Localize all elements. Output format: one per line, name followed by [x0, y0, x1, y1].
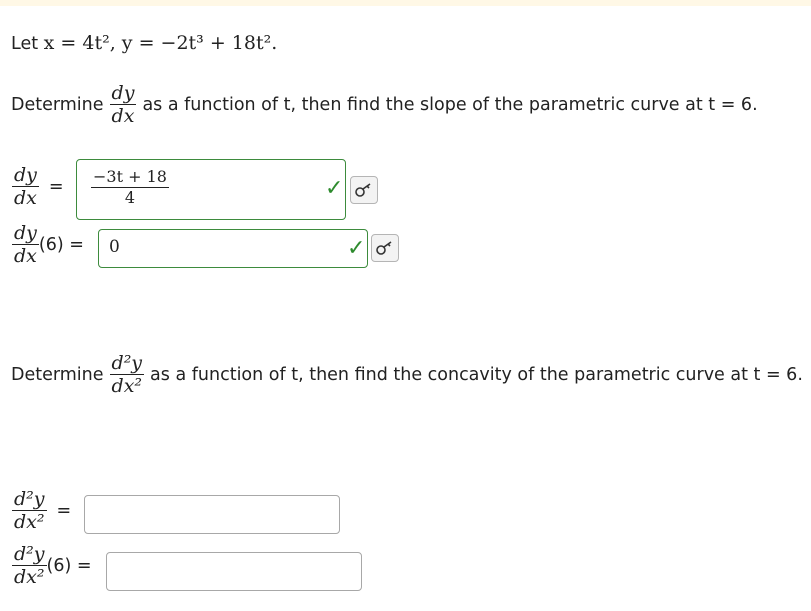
part2-frac-den: dx² [111, 375, 143, 397]
part1-prompt [11, 82, 758, 127]
part2-frac-num: d²y [111, 352, 143, 374]
part1-suffix: as a function of t, then find the slope of the parametric curve at t = 6. [142, 94, 758, 115]
dydx-lhs-num: dy [14, 164, 37, 186]
d2ydx2-at6-lhs-num: d²y [14, 543, 45, 565]
dydx-answer-input[interactable] [76, 159, 346, 220]
d2ydx2-at6-answer-input[interactable] [106, 552, 362, 591]
part2-prefix: Determine [11, 364, 104, 385]
dydx-lhs-den: dx [14, 187, 37, 209]
d2ydx2-equals: = [56, 500, 72, 521]
dydx-at6-lhs-num: dy [14, 222, 37, 244]
d2ydx2-lhs-num: d²y [14, 488, 45, 510]
d2ydx2-lhs-fraction [12, 488, 47, 533]
dydx-equals: = [48, 176, 64, 197]
dydx-label [12, 164, 64, 209]
dydx-answer-fraction [91, 167, 169, 208]
intro-prefix: Let [11, 34, 39, 54]
key-icon[interactable] [371, 234, 399, 262]
dydx-at6-lhs-fraction [12, 222, 39, 267]
part1-frac-num: dy [111, 82, 135, 104]
dydx-at6-arg: (6) = [38, 234, 84, 255]
dydx-answer-den: 4 [124, 188, 136, 207]
d2ydx2-at6-lhs-den: dx² [14, 566, 45, 588]
checkmark-icon: ✓ [347, 236, 366, 261]
intro-math: x = 4t², y = −2t³ + 18t². [43, 32, 278, 54]
part2-prompt [11, 352, 803, 397]
key-icon[interactable] [350, 176, 378, 204]
dydx-at6-label [12, 222, 84, 267]
part1-fraction [110, 82, 137, 127]
dydx-at6-answer-value: 0 [109, 237, 120, 257]
d2ydx2-at6-label [12, 543, 92, 588]
part2-suffix: as a function of t, then find the concavity of the parametric curve at t = 6. [150, 364, 803, 385]
dydx-lhs-fraction [12, 164, 39, 209]
dydx-at6-answer-input[interactable] [98, 229, 368, 268]
checkmark-icon: ✓ [325, 176, 344, 201]
problem-intro [11, 32, 277, 55]
top-band [0, 0, 811, 6]
part2-fraction [110, 352, 145, 397]
part1-prefix: Determine [11, 94, 104, 115]
dydx-answer-num: −3t + 18 [93, 167, 167, 186]
dydx-at6-lhs-den: dx [14, 245, 37, 267]
d2ydx2-at6-arg: (6) = [46, 555, 92, 576]
d2ydx2-lhs-den: dx² [14, 511, 45, 533]
d2ydx2-answer-input[interactable] [84, 495, 340, 534]
d2ydx2-at6-lhs-fraction [12, 543, 47, 588]
part1-frac-den: dx [111, 105, 135, 127]
d2ydx2-label [12, 488, 71, 533]
